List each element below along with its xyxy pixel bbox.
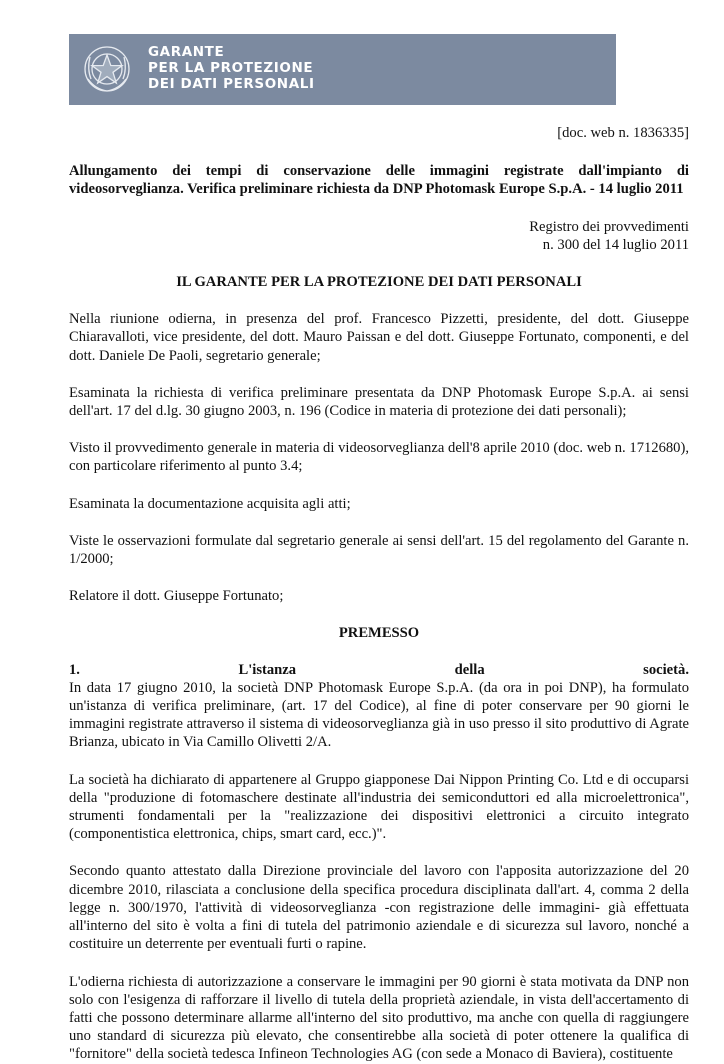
registro-line-1: Registro dei provvedimenti [529,218,689,235]
intro-paragraph-1: Nella riunione odierna, in presenza del prof. Francesco Pizzetti, presidente, del dott. Giuseppe Chiaravalloti, vice presidente, del dott. Mauro Paissan e del dott. Giuseppe Fortunato, componenti, e del dott. Daniele De Paoli, segretario generale; [69,311,689,364]
section-1-heading [69,661,689,679]
intro-paragraph-4: Esaminata la documentazione acquisita agli atti; [69,495,351,512]
premesso-heading: PREMESSO [338,625,420,642]
header-banner [69,34,616,105]
italian-republic-emblem-icon [81,43,133,95]
document-body [69,120,689,1064]
logo-line-2: PER LA PROTEZIONE [148,60,314,76]
logo-line-3: DEI DATI PERSONALI [148,76,315,92]
logo-line-1: GARANTE [148,44,225,60]
doc-reference: [doc. web n. 1836335] [557,125,689,141]
section-1-word-2: L'istanza [238,661,297,678]
section-1-number: 1. [69,661,80,678]
section-1-word-3: della [454,661,485,678]
intro-paragraph-5: Viste le osservazioni formulate dal segretario generale ai sensi dell'art. 15 del regolamento del Garante n. 1/2000; [69,532,689,568]
intro-paragraph-3: Visto il provvedimento generale in materia di videosorveglianza dell'8 aprile 2010 (doc. web n. 1712680), con particolare riferimento al punto 3.4; [69,440,689,475]
intro-paragraph-6: Relatore il dott. Giuseppe Fortunato; [69,588,284,605]
section-1-paragraph-4: L'odierna richiesta di autorizzazione a conservare le immagini per 90 giorni è stata motivata da DNP non solo con l'esigenza di rafforzare il livello di tutela della proprietà aziendale, in vista dell'accertamento di fatti che possono determinare allarme all'interno del sito produttivo, ma anche con quella di raggiungere uno standard di sicurezza più elevato, che consentirebbe alla società di poter ottenere la qualifica di "fornitore" della società tedesca Infineon Technologies AG (con sede a Monaco di Baviera), costituente [69,973,689,1063]
registro-line-2: n. 300 del 14 luglio 2011 [542,236,689,253]
document-title: Allungamento dei tempi di conservazione delle immagini registrate dall'impianto di videosorveglianza. Verifica preliminare richiesta da DNP Photomask Europe S.p.A. - 14 luglio 2011 [69,163,689,198]
registro-block [69,218,689,254]
authority-heading: IL GARANTE PER LA PROTEZIONE DEI DATI PERSONALI [176,274,582,291]
section-1-paragraph-1: In data 17 giugno 2010, la società DNP Photomask Europe S.p.A. (da ora in poi DNP), ha formulato un'istanza di verifica preliminare, (art. 17 del Codice), al fine di poter conservare per 90 giorni le immagini registrate attraverso il sistema di videosorveglianza già in uso presso il sito produttivo di Agrate Brianza, ubicato in Via Camillo Olivetti 2/A. [69,679,689,751]
section-1-paragraph-2: La società ha dichiarato di appartenere al Gruppo giapponese Dai Nippon Printing Co. Ltd e di occuparsi della "produzione di fotomaschere destinate all'industria dei semiconduttori ed alla microelettronica", strumenti fondamentali per la "realizzazione dei dispositivi elettronici a circuito integrato (componentistica elettronica, chips, smart card, ecc.)". [69,771,689,843]
section-1-word-4: società. [643,661,689,678]
intro-paragraph-2: Esaminata la richiesta di verifica preliminare presentata da DNP Photomask Europe S.p.A. ai sensi dell'art. 17 del d.lg. 30 giugno 2003, n. 196 (Codice in materia di protezione dei dati personali); [69,384,689,420]
section-1-paragraph-3: Secondo quanto attestato dalla Direzione provinciale del lavoro con l'apposita autorizzazione del 20 dicembre 2010, rilasciata a conclusione della specifica procedura disciplinata dall'art. 4, comma 2 della legge n. 300/1970, l'attività di videosorveglianza -con registrazione delle immagini- già effettuata all'interno del sito è volta a fini di tutela del patrimonio aziendale e di sicurezza sul lavoro, nonché a costituire un deterrente per eventuali furti o rapine. [69,863,689,953]
logo-text [148,44,315,92]
